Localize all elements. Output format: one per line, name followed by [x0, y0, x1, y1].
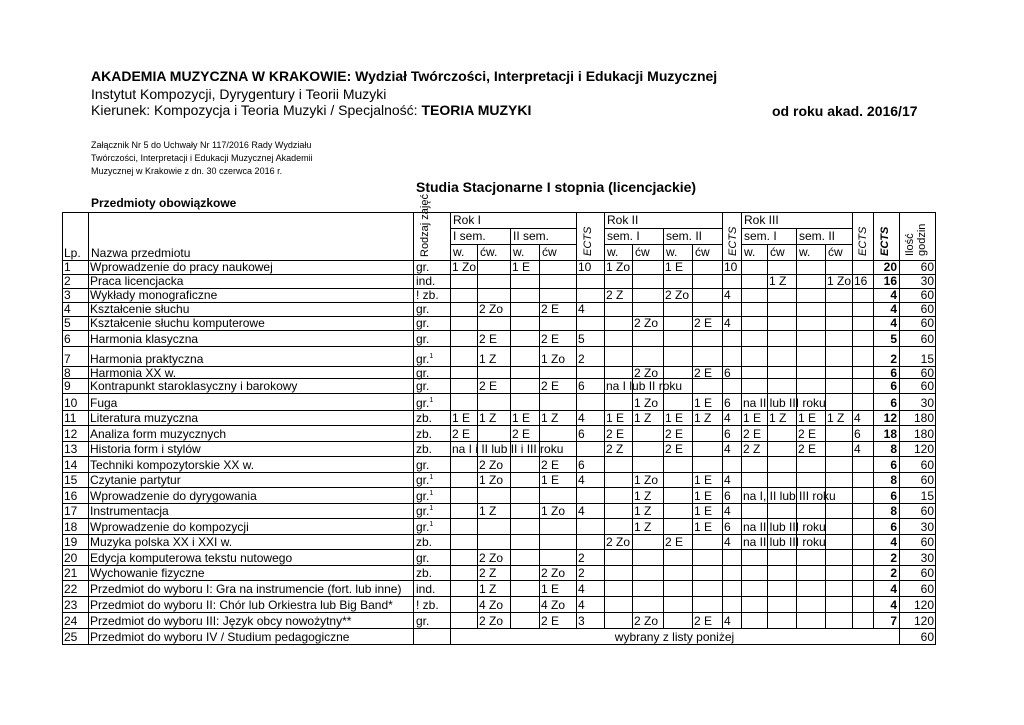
row-cell-y2w: 2 E: [512, 427, 531, 441]
row-hours: 60: [920, 288, 934, 302]
row-cell-y4c: 1 E: [694, 504, 713, 518]
row-class-type: gr.: [416, 302, 430, 316]
col-header-sem1: I sem.: [453, 229, 486, 243]
row-class-type: zb.: [416, 535, 433, 549]
row-lp: 21: [64, 566, 78, 580]
col-header-rok3-sem-i: sem. I: [744, 229, 777, 243]
row-ects-total: 5: [890, 332, 897, 346]
col-header-w: w.: [799, 245, 811, 259]
row-hours: 120: [913, 442, 934, 456]
row-lp: 25: [64, 630, 78, 644]
row-cell-y3c: 1 Z: [634, 411, 652, 425]
col-header-rok2: Rok II: [607, 213, 639, 227]
row-cell-y1c: 2 Zo: [479, 458, 504, 472]
col-header-lp: Lp.: [64, 246, 81, 260]
row-cell-e1: 2: [578, 352, 585, 366]
row-cell-y1c: 2 Z: [479, 566, 497, 580]
col-header-cw: ćw: [828, 245, 843, 259]
row-cell-y4c: 1 E: [694, 473, 713, 487]
row-cell-e2: 4: [724, 473, 731, 487]
row-subject-name: Harmonia klasyczna: [90, 332, 199, 346]
row-cell-y4w: 1 E: [665, 260, 684, 274]
footnote-marker: 1: [429, 474, 434, 481]
row-cell-y3w: 1 E: [606, 411, 625, 425]
field-of-study: Kierunek: Kompozycja i Teoria Muzyki / Specjalność:: [91, 102, 422, 118]
row-cell-y4c: 2 E: [694, 614, 713, 628]
row-hours: 60: [920, 260, 934, 274]
row-cell-y1c: 1 Z: [479, 582, 497, 596]
row-hours: 60: [920, 366, 934, 380]
row-lp: 4: [64, 302, 71, 316]
row-cell-y3c: 1 Z: [634, 489, 652, 503]
resolution-note-line-2: Twórczości, Interpretacji i Edukacji Muzycznej Akademii: [91, 153, 313, 163]
row-lp: 20: [64, 551, 78, 565]
row-cell-y3c: 2 Zo: [634, 316, 659, 330]
row-cell-y2c: 1 Zo: [541, 504, 566, 518]
row-hours: 60: [920, 332, 934, 346]
row-subject-name: Harmonia XX w.: [90, 366, 177, 380]
row-class-type: gr.$^1$: [416, 504, 434, 518]
row-subject-name: Kontrapunkt staroklasyczny i barokowy: [90, 379, 298, 393]
row-hours: 15: [920, 352, 934, 366]
row-class-type: zb.: [416, 566, 433, 580]
row-cell-y3c: 2 Zo: [634, 366, 659, 380]
specialization: TEORIA MUZYKI: [421, 102, 532, 118]
col-header-cw: ćw: [770, 245, 785, 259]
row-ects-total: 6: [890, 458, 897, 472]
row-hours: 30: [920, 551, 934, 565]
footnote-marker: 1: [429, 490, 434, 497]
row-lp: 1: [64, 260, 71, 274]
resolution-note-line-1: Załącznik Nr 5 do Uchwały Nr 117/2016 Rady Wydziału: [91, 140, 312, 150]
row-cell-y1c: 2 Zo: [479, 302, 504, 316]
col-header-ilosc-godzin: Ilość godzin: [904, 223, 928, 256]
row-cell-e1: 5: [578, 332, 585, 346]
row-subject-name: Edycja komputerowa tekstu nutowego: [90, 551, 293, 565]
row-cell-y2c: 2 E: [541, 458, 560, 472]
col-header-cw: ćw: [635, 245, 650, 259]
col-header-ects-total: ECTS: [879, 226, 891, 256]
row-cell-y3w: 2 E: [606, 427, 625, 441]
row-cell-e1: 3: [578, 614, 585, 628]
resolution-note-line-3: Muzycznej w Krakowie z dn. 30 czerwca 2016 r.: [91, 166, 283, 176]
row-subject-name: Wprowadzenie do dyrygowania: [90, 489, 257, 503]
row-cell-y1c: 2 E: [479, 332, 498, 346]
row-hours: 60: [920, 630, 934, 644]
row-lp: 14: [64, 458, 78, 472]
row-cell-e3: 4: [854, 411, 861, 425]
row-subject-name: Czytanie partytur: [90, 473, 181, 487]
col-header-name: Nazwa przedmiotu: [91, 246, 191, 260]
row-lp: 18: [64, 520, 78, 534]
row-cell-e2: 4: [724, 614, 731, 628]
row-cell-y3c: 2 Zo: [634, 614, 659, 628]
col-header-rok2-sem-i: sem. I: [607, 229, 640, 243]
footnote-marker: 1: [429, 505, 434, 512]
row-hours: 30: [920, 396, 934, 410]
row-ects-total: 4: [890, 302, 897, 316]
row-subject-name: Techniki kompozytorskie XX w.: [90, 458, 255, 472]
row-hours: 180: [913, 411, 934, 425]
row-hours: 60: [920, 504, 934, 518]
row-subject-name: Wprowadzenie do kompozycji: [90, 520, 249, 534]
row-ects-total: 6: [890, 489, 897, 503]
col-header-w: w.: [666, 245, 678, 259]
row-class-type: gr.$^1$: [416, 489, 434, 503]
row-cell-y2c: 2 Zo: [541, 566, 566, 580]
row-cell-y4w: 2 Zo: [665, 288, 690, 302]
row-hours: 60: [920, 566, 934, 580]
col-header-w: w.: [744, 245, 756, 259]
row-cell-e1: 10: [578, 260, 592, 274]
row-cell-y4w: 2 E: [665, 535, 684, 549]
row-hours: 60: [920, 473, 934, 487]
row-cell-y2c: 2 E: [541, 379, 560, 393]
footnote-marker: 1: [429, 353, 434, 360]
row-cell-y5w: 1 E: [743, 411, 762, 425]
row-subject-name: Przedmiot do wyboru III: Język obcy nowożytny**: [90, 614, 352, 628]
row-cell-y2c: 1 E: [541, 473, 560, 487]
row-cell-e1: 4: [578, 473, 585, 487]
col-header-rok2-sem-ii: sem. II: [666, 229, 703, 243]
row-ects-total: 2: [890, 352, 897, 366]
row-cell-y2c: 2 E: [541, 332, 560, 346]
row-cell-y4w: 2 E: [665, 427, 684, 441]
row-cell-y1c: 2 E: [479, 379, 498, 393]
row-subject-name: Kształcenie słuchu komputerowe: [90, 316, 265, 330]
row-note-span: na II lub III roku: [743, 520, 826, 534]
row-subject-name: Muzyka polska XX i XXI w.: [90, 535, 233, 549]
row-subject-name: Praca licencjacka: [90, 274, 184, 288]
row-cell-y5w: 2 E: [743, 427, 762, 441]
row-cell-e2: 6: [724, 520, 731, 534]
row-lp: 8: [64, 366, 71, 380]
row-class-type: gr.: [416, 614, 430, 628]
col-header-w: w.: [607, 245, 619, 259]
col-header-rok1: Rok I: [453, 213, 482, 227]
row-subject-name: Wychowanie fizyczne: [90, 566, 205, 580]
row-cell-y6c: 1 Z: [827, 411, 845, 425]
row-hours: 60: [920, 535, 934, 549]
row-ects-total: 12: [883, 411, 897, 425]
footnote-marker: 1: [429, 397, 434, 404]
row-ects-total: 4: [890, 535, 897, 549]
row-ects-total: 2: [890, 566, 897, 580]
row-cell-y1c: 1 Z: [479, 411, 497, 425]
row-lp: 9: [64, 379, 71, 393]
row-cell-y2c: 1 Z: [541, 411, 559, 425]
row-class-type: gr.$^1$: [416, 473, 434, 487]
row-ects-total: 4: [890, 582, 897, 596]
row-cell-y2c: 1 Zo: [541, 352, 566, 366]
row-class-type: ind.: [416, 274, 436, 288]
col-header-w: w.: [453, 245, 465, 259]
row-cell-e2: 4: [724, 288, 731, 302]
row-cell-y3c: 1 Zo: [634, 473, 659, 487]
row-cell-y1c: 1 Z: [479, 352, 497, 366]
row-hours: 60: [920, 458, 934, 472]
row-subject-name: Instrumentacja: [90, 504, 169, 518]
row-cell-e2: 4: [724, 316, 731, 330]
row-hours: 60: [920, 582, 934, 596]
row-cell-y3w: 1 Zo: [606, 260, 631, 274]
row-class-type: gr.$^1$: [416, 396, 434, 410]
row-lp: 5: [64, 316, 71, 330]
row-cell-e2: 4: [724, 535, 731, 549]
row-cell-y5c: 1 Z: [769, 274, 787, 288]
row-hours: 30: [920, 520, 934, 534]
row-subject-name: Kształcenie słuchu: [90, 302, 190, 316]
row-class-type: ind.: [416, 582, 436, 596]
row-cell-e2: 4: [724, 504, 731, 518]
row-subject-name: Fuga: [90, 396, 118, 410]
row-note-span: na I lub II roku: [606, 379, 683, 393]
col-header-sem2: II sem.: [513, 229, 550, 243]
row-ects-total: 6: [890, 379, 897, 393]
row-lp: 24: [64, 614, 78, 628]
col-header-w: w.: [513, 245, 525, 259]
row-cell-y4c: 1 E: [694, 489, 713, 503]
row-cell-y3c: 1 Z: [634, 504, 652, 518]
academic-year: od roku akad. 2016/17: [772, 103, 918, 119]
row-cell-y2w: 1 E: [512, 411, 531, 425]
row-subject-name: Literatura muzyczna: [90, 411, 199, 425]
row-subject-name: Wykłady monograficzne: [90, 288, 218, 302]
row-cell-e1: 6: [578, 427, 585, 441]
row-cell-y4c: 1 E: [694, 396, 713, 410]
row-hours: 15: [920, 489, 934, 503]
row-cell-e3: 16: [854, 274, 868, 288]
row-class-type: ! zb.: [416, 598, 439, 612]
row-hours: 30: [920, 274, 934, 288]
row-cell-e2: 6: [724, 427, 731, 441]
row-cell-e1: 4: [578, 302, 585, 316]
col-header-ects-1: ECTS: [582, 226, 594, 256]
col-header-rok3-sem-ii: sem. II: [799, 229, 836, 243]
row-subject-name: Przedmiot do wyboru I: Gra na instrumencie (fort. lub inne): [90, 582, 402, 596]
row-cell-e2: 6: [724, 396, 731, 410]
row-class-type: gr.: [416, 551, 430, 565]
row-ects-total: 6: [890, 520, 897, 534]
row-note-span: na I i II lub II i III roku: [452, 442, 564, 456]
row-cell-e2: 6: [724, 366, 731, 380]
row-cell-e2: 6: [724, 489, 731, 503]
row-cell-y3c: 1 Zo: [634, 396, 659, 410]
row-cell-e1: 4: [578, 582, 585, 596]
row-lp: 19: [64, 535, 78, 549]
row-cell-y3w: 2 Z: [606, 288, 624, 302]
row-cell-y3c: 1 Z: [634, 520, 652, 534]
row-cell-e2: 4: [724, 442, 731, 456]
row-ects-total: 2: [890, 551, 897, 565]
row-cell-y6w: 2 E: [798, 427, 817, 441]
col-header-ects-2: ECTS: [727, 226, 739, 256]
row-class-type: zb.: [416, 427, 433, 441]
row-lp: 13: [64, 442, 78, 456]
row-lp: 22: [64, 582, 78, 596]
row-class-type: gr.: [416, 260, 430, 274]
row-class-type: ! zb.: [416, 288, 439, 302]
row-subject-name: Wprowadzenie do pracy naukowej: [90, 260, 273, 274]
row-class-type: gr.: [416, 316, 430, 330]
row-class-type: gr.: [416, 332, 430, 346]
row-hours: 60: [920, 302, 934, 316]
row-ects-total: 4: [890, 598, 897, 612]
row-note-span: wybrany z listy poniżej: [614, 630, 735, 644]
row-cell-y4w: 1 E: [665, 411, 684, 425]
col-header-cw: ćw: [695, 245, 710, 259]
row-ects-total: 8: [890, 473, 897, 487]
row-cell-y1w: 1 Zo: [452, 260, 477, 274]
row-cell-y4w: 2 E: [665, 442, 684, 456]
row-lp: 10: [64, 396, 78, 410]
row-hours: 180: [913, 427, 934, 441]
row-cell-y4c: 1 E: [694, 520, 713, 534]
col-header-cw: ćw: [542, 245, 557, 259]
row-cell-y2c: 4 Zo: [541, 598, 566, 612]
row-subject-name: Przedmiot do wyboru IV / Studium pedagogiczne: [90, 630, 350, 644]
row-ects-total: 7: [890, 614, 897, 628]
row-hours: 60: [920, 379, 934, 393]
row-cell-y2c: 2 E: [541, 614, 560, 628]
header-line-2: Instytut Kompozycji, Dyrygentury i Teorii Muzyki: [91, 86, 387, 102]
row-cell-y5w: 2 Z: [743, 442, 761, 456]
row-cell-y2c: 1 E: [541, 582, 560, 596]
row-ects-total: 16: [883, 274, 897, 288]
header-line-1: AKADEMIA MUZYCZNA W KRAKOWIE: Wydział Twórczości, Interpretacji i Edukacji Muzycznej: [91, 68, 718, 84]
row-cell-e1: 6: [578, 458, 585, 472]
row-ects-total: 20: [883, 260, 897, 274]
row-cell-e1: 2: [578, 551, 585, 565]
row-lp: 6: [64, 332, 71, 346]
studies-title: Studia Stacjonarne I stopnia (licencjackie): [416, 179, 697, 195]
row-ects-total: 4: [890, 288, 897, 302]
row-cell-y4c: 2 E: [694, 316, 713, 330]
row-cell-e3: 4: [854, 442, 861, 456]
row-class-type: gr.$^1$: [416, 520, 434, 534]
row-note-span: na I, II lub III roku: [743, 489, 836, 503]
row-subject-name: Historia form i stylów: [90, 442, 201, 456]
col-header-rodzaj: Rodzaj zajęć: [419, 194, 431, 257]
row-cell-y1c: 2 Zo: [479, 551, 504, 565]
row-lp: 7: [64, 352, 71, 366]
row-cell-y6w: 2 E: [798, 442, 817, 456]
row-cell-e1: 4: [578, 598, 585, 612]
row-hours: 120: [913, 598, 934, 612]
row-cell-y2c: 2 E: [541, 302, 560, 316]
footnote-marker: 1: [429, 521, 434, 528]
row-lp: 23: [64, 598, 78, 612]
row-cell-e2: 10: [724, 260, 738, 274]
col-header-cw: ćw.: [480, 245, 498, 259]
col-header-ects-3: ECTS: [857, 226, 869, 256]
row-cell-y4c: 2 E: [694, 366, 713, 380]
row-lp: 3: [64, 288, 71, 302]
row-cell-e1: 2: [578, 566, 585, 580]
row-class-type: gr.: [416, 366, 430, 380]
row-cell-y1c: 1 Z: [479, 504, 497, 518]
row-note-span: na II lub III roku: [743, 535, 826, 549]
row-cell-y3w: 2 Z: [606, 442, 624, 456]
row-class-type: gr.: [416, 379, 430, 393]
row-cell-y6c: 1 Zo: [827, 274, 852, 288]
row-subject-name: Harmonia praktyczna: [90, 352, 204, 366]
row-cell-y1c: 1 Zo: [479, 473, 504, 487]
row-cell-y1w: 2 E: [452, 427, 471, 441]
row-ects-total: 6: [890, 396, 897, 410]
row-subject-name: Analiza form muzycznych: [90, 427, 227, 441]
row-lp: 11: [64, 411, 77, 425]
col-header-rok3: Rok III: [744, 213, 779, 227]
row-cell-y5c: 1 Z: [769, 411, 787, 425]
row-cell-y3w: 2 Zo: [606, 535, 631, 549]
row-cell-y4c: 1 Z: [694, 411, 712, 425]
row-ects-total: 8: [890, 504, 897, 518]
row-ects-total: 18: [883, 427, 897, 441]
row-lp: 15: [64, 473, 78, 487]
row-lp: 2: [64, 274, 71, 288]
row-class-type: gr.: [416, 458, 430, 472]
row-cell-e3: 6: [854, 427, 861, 441]
row-cell-y1c: 4 Zo: [479, 598, 504, 612]
row-cell-y1c: 2 Zo: [479, 614, 504, 628]
section-title: Przedmioty obowiązkowe: [91, 196, 237, 210]
row-subject-name: Przedmiot do wyboru II: Chór lub Orkiestra lub Big Band*: [90, 598, 393, 612]
row-note-span: na II lub III roku: [743, 396, 826, 410]
row-class-type: zb.: [416, 442, 433, 456]
row-lp: 17: [64, 504, 78, 518]
row-ects-total: 6: [890, 366, 897, 380]
row-cell-y6w: 1 E: [798, 411, 817, 425]
row-cell-e1: 4: [578, 504, 585, 518]
row-hours: 120: [913, 614, 934, 628]
row-cell-e1: 4: [578, 411, 585, 425]
row-cell-y1w: 1 E: [452, 411, 471, 425]
row-ects-total: 4: [890, 316, 897, 330]
row-lp: 12: [64, 427, 78, 441]
row-cell-e1: 6: [578, 379, 585, 393]
row-cell-y2w: 1 E: [512, 260, 531, 274]
row-ects-total: 8: [890, 442, 897, 456]
row-class-type: zb.: [416, 411, 433, 425]
row-lp: 16: [64, 489, 78, 503]
row-class-type: gr.$^1$: [416, 352, 434, 366]
row-hours: 60: [920, 316, 934, 330]
row-cell-e2: 4: [724, 411, 731, 425]
